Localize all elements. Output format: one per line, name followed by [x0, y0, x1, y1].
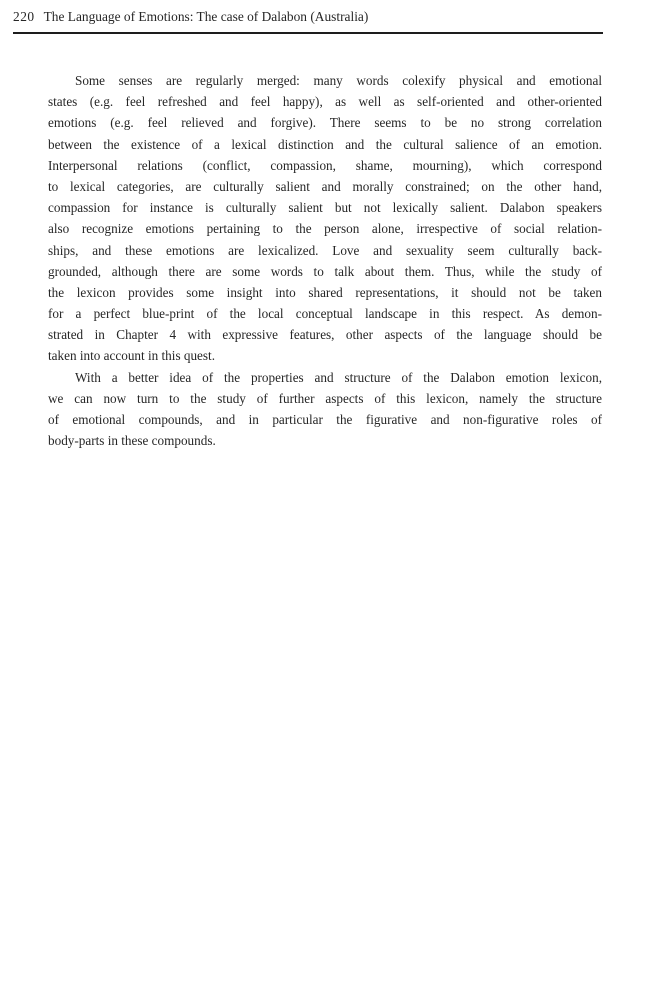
text-line: Interpersonal relations (conflict, compassion, shame, mourning), which correspond — [48, 157, 602, 173]
text-line: the lexicon provides some insight into shared representations, it should not be taken — [48, 284, 602, 300]
text-line: compassion for instance is culturally salient but not lexically salient. Dalabon speakers — [48, 200, 602, 216]
header-rule — [13, 32, 603, 34]
text-line: ships, and these emotions are lexicalized. Love and sexuality seem culturally back- — [48, 242, 602, 258]
text-line: body-parts in these compounds. — [48, 433, 216, 449]
running-title: The Language of Emotions: The case of Dalabon (Australia) — [43, 9, 369, 24]
text-line: states (e.g. feel refreshed and feel happy), as well as self-oriented and other-oriented — [48, 94, 602, 110]
text-line: of emotional compounds, and in particular the figurative and non-figurative roles of — [48, 412, 602, 427]
text-line: With a better idea of the properties and structure of the Dalabon emotion lexicon, — [75, 369, 602, 385]
text-line: we can now turn to the study of further aspects of this lexicon, namely the structure — [48, 390, 602, 406]
paragraph — [48, 70, 602, 367]
text-line: Some senses are regularly merged: many words colexify physical and emotional — [75, 73, 602, 88]
page-header — [13, 9, 603, 25]
body-text — [48, 70, 602, 451]
text-line: taken into account in this quest. — [48, 348, 216, 364]
page-number: 220 — [13, 9, 35, 24]
text-line: emotions (e.g. feel relieved and forgive). There seems to be no strong correlation — [48, 115, 602, 131]
text-line: for a perfect blue-print of the local conceptual landscape in this respect. As demon- — [48, 306, 602, 322]
paragraph — [48, 367, 602, 452]
text-line: between the existence of a lexical distinction and the cultural salience of an emotion. — [48, 136, 602, 152]
text-line: strated in Chapter 4 with expressive features, other aspects of the language should be — [48, 327, 602, 343]
text-line: grounded, although there are some words to talk about them. Thus, while the study of — [48, 263, 602, 279]
text-line: to lexical categories, are culturally salient and morally constrained; on the other hand, — [48, 178, 602, 194]
text-line: also recognize emotions pertaining to the person alone, irrespective of social relation- — [48, 221, 602, 237]
